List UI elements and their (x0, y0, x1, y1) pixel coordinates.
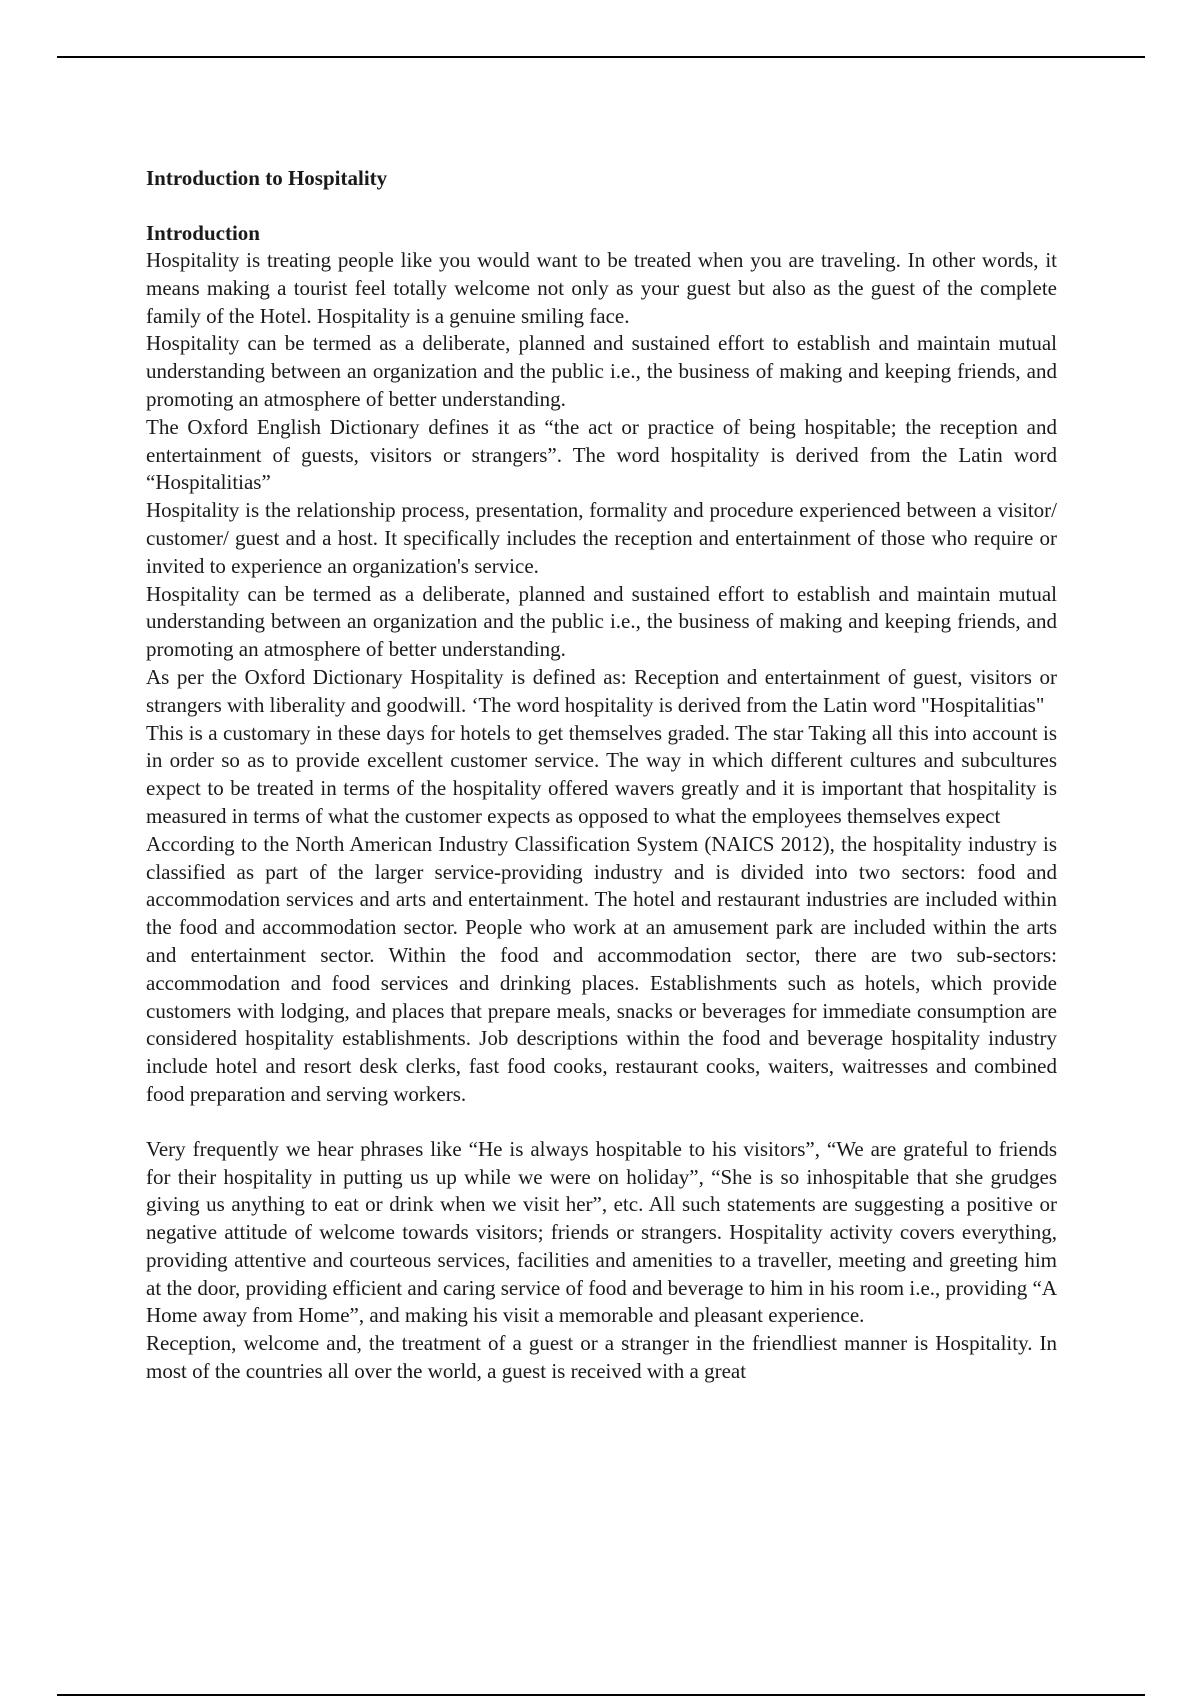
paragraph-oxford-dictionary: As per the Oxford Dictionary Hospitality is defined as: Reception and entertainment of guest, visitors or strangers with liberality and goodwill. ‘The word hospitality is derived from the Latin word "Hospitalitias" (146, 664, 1057, 717)
paragraph-definition: Hospitality is treating people like you would want to be treated when you are traveling. In other words, it means making a tourist feel totally welcome not only as your guest but also as the guest of the complete family of the Hotel. Hospitality is a genuine smiling face. (146, 248, 1057, 328)
document-title: Introduction to Hospitality (146, 166, 388, 190)
paragraph-deliberate-effort: Hospitality can be termed as a deliberate, planned and sustained effort to establish and maintain mutual understanding between an organization and the public i.e., the business of making and keeping friends, and promoting an atmosphere of better understanding. (146, 331, 1057, 411)
paragraph-hotel-grading: This is a customary in these days for hotels to get themselves graded. The star Taking all this into account is in order so as to provide excellent customer service. The way in which different cultures and subcultures expect to be treated in terms of the hospitality offered wavers greatly and it is important that hospitality is measured in terms of what the customer expects as opposed to what the employees themselves expect (146, 720, 1057, 828)
paragraph-relationship-process: Hospitality is the relationship process, presentation, formality and procedure experienced between a visitor/ customer/ guest and a host. It specifically includes the reception and entertainment of those who require or invited to experience an organization's service. (146, 498, 1057, 578)
section-heading-introduction: Introduction (146, 221, 260, 245)
paragraph-oxford-english: The Oxford English Dictionary defines it as “the act or practice of being hospitable; the reception and entertainment of guests, visitors or strangers”. The word hospitality is derived from the Latin word “Hospitalitias” (146, 414, 1057, 495)
page-content (146, 164, 1057, 1386)
footer-rule (57, 1694, 1145, 1696)
paragraph-phrases: Very frequently we hear phrases like “He is always hospitable to his visitors”, “We are grateful to friends for their hospitality in putting us up while we were on holiday”, “She is so inhospitable that she grudges giving us anything to eat or drink when we visit her”, etc. All such statements are suggesting a positive or negative attitude of welcome towards visitors; friends or strangers. Hospitality activity covers everything, providing attentive and courteous services, facilities and amenities to a traveller, meeting and greeting him at the door, providing efficient and caring service of food and beverage to him in his room i.e., providing “A Home away from Home”, and making his visit a memorable and pleasant experience. (146, 1136, 1057, 1328)
paragraph-reception: Reception, welcome and, the treatment of a guest or a stranger in the friendliest manner is Hospitality. In most of the countries all over the world, a guest is received with a great (146, 1331, 1057, 1384)
paragraph-naics: According to the North American Industry Classification System (NAICS 2012), the hospitality industry is classified as part of the larger service-providing industry and is divided into two sectors: food and accommodation services and arts and entertainment. The hotel and restaurant industries are included within the food and accommodation sector. People who work at an amusement park are included within the arts and entertainment sector. Within the food and accommodation sector, there are two sub-sectors: accommodation and food services and drinking places. Establishments such as hotels, which provide customers with lodging, and places that prepare meals, snacks or beverages for immediate consumption are considered hospitality establishments. Job descriptions within the food and beverage hospitality industry include hotel and resort desk clerks, fast food cooks, restaurant cooks, waiters, waitresses and combined food preparation and serving workers. (146, 831, 1057, 1106)
paragraph-deliberate-effort-repeat: Hospitality can be termed as a deliberate, planned and sustained effort to establish and maintain mutual understanding between an organization and the public i.e., the business of making and keeping friends, and promoting an atmosphere of better understanding. (146, 581, 1057, 662)
header-rule (57, 56, 1145, 58)
